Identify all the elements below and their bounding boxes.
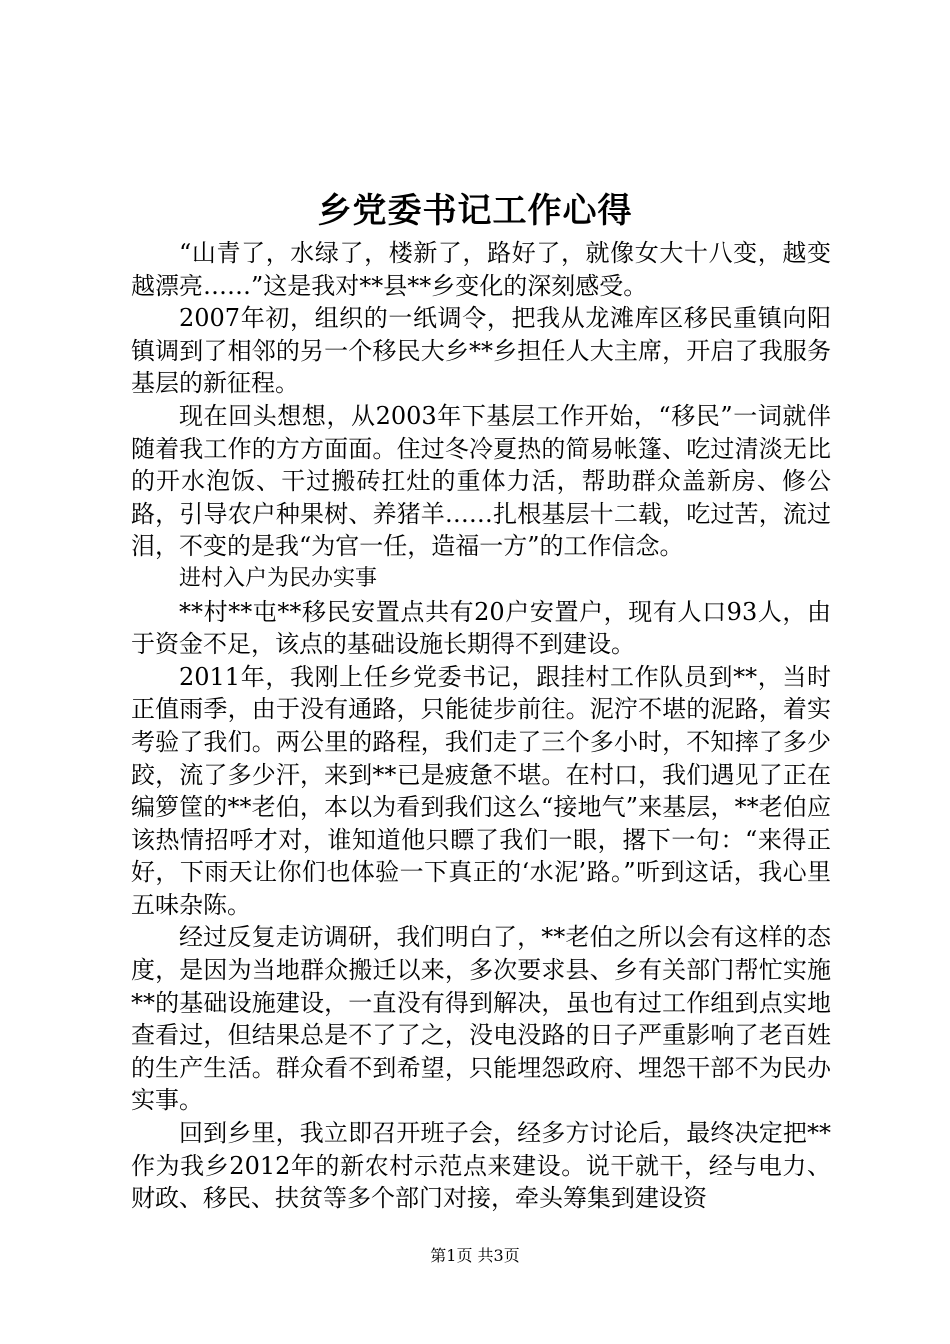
section-heading: 进村入户为民办实事 — [179, 565, 378, 591]
document-title: 乡党委书记工作心得 — [317, 191, 633, 231]
page-footer: 第1页 共3页 — [430, 1246, 520, 1265]
paragraph-4: **村**屯**移民安置点共有20户安置户，现有人口93人，由于资金不足，该点的基础设施长期得不到建设。 — [131, 597, 831, 659]
paragraph-2: 2007年初，组织的一纸调令，把我从龙滩库区移民重镇向阳镇调到了相邻的另一个移民大乡**乡担任人大主席，开启了我服务基层的新征程。 — [131, 304, 831, 398]
document-body — [131, 237, 831, 1215]
paragraph-7: 回到乡里，我立即召开班子会，经多方讨论后，最终决定把**作为我乡2012年的新农村示范点来建设。说干就干，经与电力、财政、移民、扶贫等多个部门对接，牵头筹集到建设资 — [131, 1119, 831, 1213]
paragraph-1: “山青了，水绿了，楼新了，路好了，就像女大十八变，越变越漂亮……”这是我对**县**乡变化的深刻感受。 — [131, 239, 831, 300]
paragraph-6: 经过反复走访调研，我们明白了，**老伯之所以会有这样的态度，是因为当地群众搬迁以来，多次要求县、乡有关部门帮忙实施**的基础设施建设，一直没有得到解决，虽也有过工作组到点实地查看过，但结果总是不了了之，没电没路的日子严重影响了老百姓的生产生活。群众看不到希望，只能埋怨政府、埋怨干部不为民办实事。 — [131, 923, 831, 1115]
paragraph-5: 2011年，我刚上任乡党委书记，跟挂村工作队员到**，当时正值雨季，由于没有通路，只能徒步前往。泥泞不堪的泥路，着实考验了我们。两公里的路程，我们走了三个多小时，不知摔了多少跤，流了多少汗，来到**已是疲惫不堪。在村口，我们遇见了正在编箩筐的**老伯，本以为看到我们这么“接地气”来基层，**老伯应该热情招呼才对，谁知道他只瞟了我们一眼，撂下一句：“来得正好，下雨天让你们也体验一下真正的‘水泥’路。”听到这话，我心里五味杂陈。 — [131, 662, 831, 919]
paragraph-3: 现在回头想想，从2003年下基层工作开始，“移民”一词就伴随着我工作的方方面面。住过冬冷夏热的简易帐篷、吃过清淡无比的开水泡饭、干过搬砖扛灶的重体力活，帮助群众盖新房、修公路，引导农户种果树、养猪羊……扎根基层十二载，吃过苦，流过泪，不变的是我“为官一任，造福一方”的工作信念。 — [131, 401, 831, 561]
